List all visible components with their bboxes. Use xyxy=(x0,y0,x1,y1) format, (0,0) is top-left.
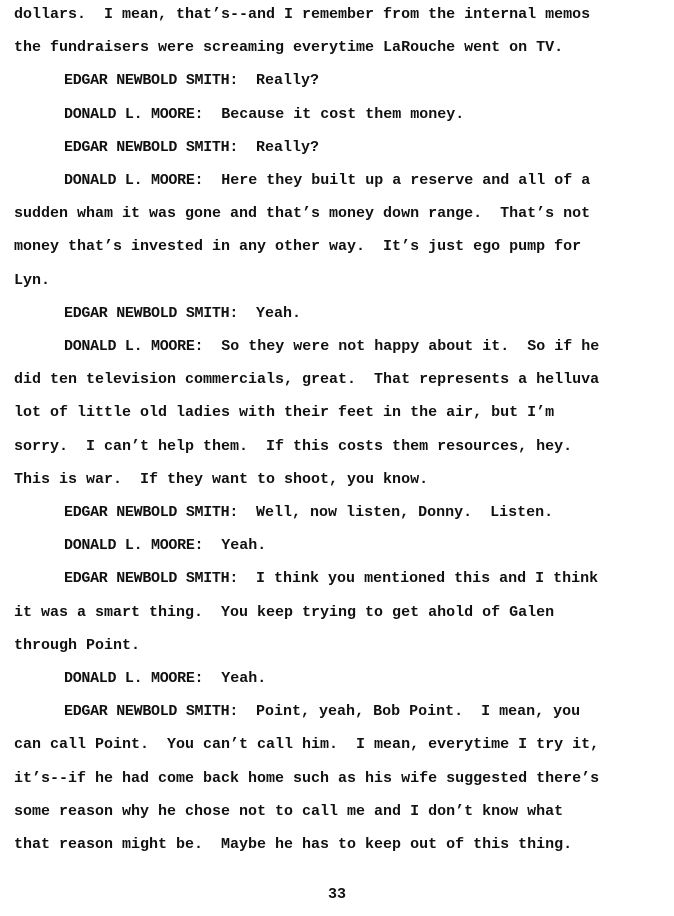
line-text: some reason why he chose not to call me and I don’t know what xyxy=(14,802,564,820)
transcript-line xyxy=(14,802,563,822)
line-text: sudden wham it was gone and that’s money down range. That’s not xyxy=(14,205,591,223)
transcript-line xyxy=(14,437,572,457)
transcript-line xyxy=(14,769,599,789)
line-text: I think you mentioned this and I think xyxy=(256,570,599,588)
line-text: Really? xyxy=(256,72,320,90)
line-text: Well, now listen, Donny. Listen. xyxy=(256,504,554,521)
transcript-line xyxy=(64,337,599,357)
line-text: it was a smart thing. You keep trying to get ahold of Galen xyxy=(14,603,555,621)
transcript-line xyxy=(64,536,266,556)
transcript-line xyxy=(64,171,590,191)
line-text: Really? xyxy=(256,138,320,156)
speaker-name: EDGAR NEWBOLD SMITH: xyxy=(64,570,239,588)
line-text: Yeah. xyxy=(221,537,267,555)
speaker-name: DONALD L. MOORE: xyxy=(64,670,204,687)
speaker-name: DONALD L. MOORE: xyxy=(64,105,204,123)
speaker-name: EDGAR NEWBOLD SMITH: xyxy=(64,304,239,322)
speaker-name: EDGAR NEWBOLD SMITH: xyxy=(64,138,239,156)
transcript-line xyxy=(14,237,581,257)
line-text: Point, yeah, Bob Point. I mean, you xyxy=(256,703,581,721)
line-text: Here they built up a reserve and all of a xyxy=(221,172,591,189)
line-text: Because it cost them money. xyxy=(221,105,465,123)
transcript-line xyxy=(64,569,598,589)
transcript-line xyxy=(14,735,599,755)
transcript-line xyxy=(14,636,140,656)
transcript-line xyxy=(14,38,563,58)
transcript-line xyxy=(64,138,319,158)
transcript-line xyxy=(14,835,572,855)
line-text: that reason might be. Maybe he has to keep out of this thing. xyxy=(14,836,573,853)
line-text: it’s--if he had come back home such as his wife suggested there’s xyxy=(14,769,600,787)
line-text: So they were not happy about it. So if he xyxy=(221,338,600,355)
speaker-name: EDGAR NEWBOLD SMITH: xyxy=(64,504,239,521)
transcript-line xyxy=(14,603,554,623)
line-text: Lyn. xyxy=(14,271,51,289)
transcript-line xyxy=(14,470,428,490)
line-text: through Point. xyxy=(14,636,141,654)
transcript-line xyxy=(64,71,319,91)
transcript-line xyxy=(64,105,464,125)
transcript-line xyxy=(64,304,301,324)
transcript-line xyxy=(14,403,554,423)
speaker-name: EDGAR NEWBOLD SMITH: xyxy=(64,703,239,721)
line-text: sorry. I can’t help them. If this costs them resources, hey. xyxy=(14,437,573,455)
transcript-line xyxy=(64,669,266,689)
line-text: money that’s invested in any other way. It’s just ego pump for xyxy=(14,238,582,256)
line-text: dollars. I mean, that’s--and I remember from the internal memos xyxy=(14,6,591,23)
line-text: lot of little old ladies with their feet in the air, but I’m xyxy=(14,404,555,422)
transcript-line xyxy=(14,5,590,25)
transcript-line xyxy=(14,271,50,291)
line-text: the fundraisers were screaming everytime LaRouche went on TV. xyxy=(14,39,564,57)
line-text: This is war. If they want to shoot, you know. xyxy=(14,470,429,488)
transcript-line xyxy=(14,370,599,390)
speaker-name: DONALD L. MOORE: xyxy=(64,537,204,555)
speaker-name: DONALD L. MOORE: xyxy=(64,338,204,355)
transcript-line xyxy=(14,204,590,224)
line-text: Yeah. xyxy=(256,304,302,322)
transcript-line xyxy=(64,702,580,722)
speaker-name: EDGAR NEWBOLD SMITH: xyxy=(64,72,239,90)
line-text: Yeah. xyxy=(221,670,267,687)
line-text: did ten television commercials, great. That represents a helluva xyxy=(14,371,600,389)
line-text: can call Point. You can’t call him. I mean, everytime I try it, xyxy=(14,736,600,754)
speaker-name: DONALD L. MOORE: xyxy=(64,172,204,189)
page-number: 33 xyxy=(327,886,346,903)
transcript-line xyxy=(64,503,553,523)
